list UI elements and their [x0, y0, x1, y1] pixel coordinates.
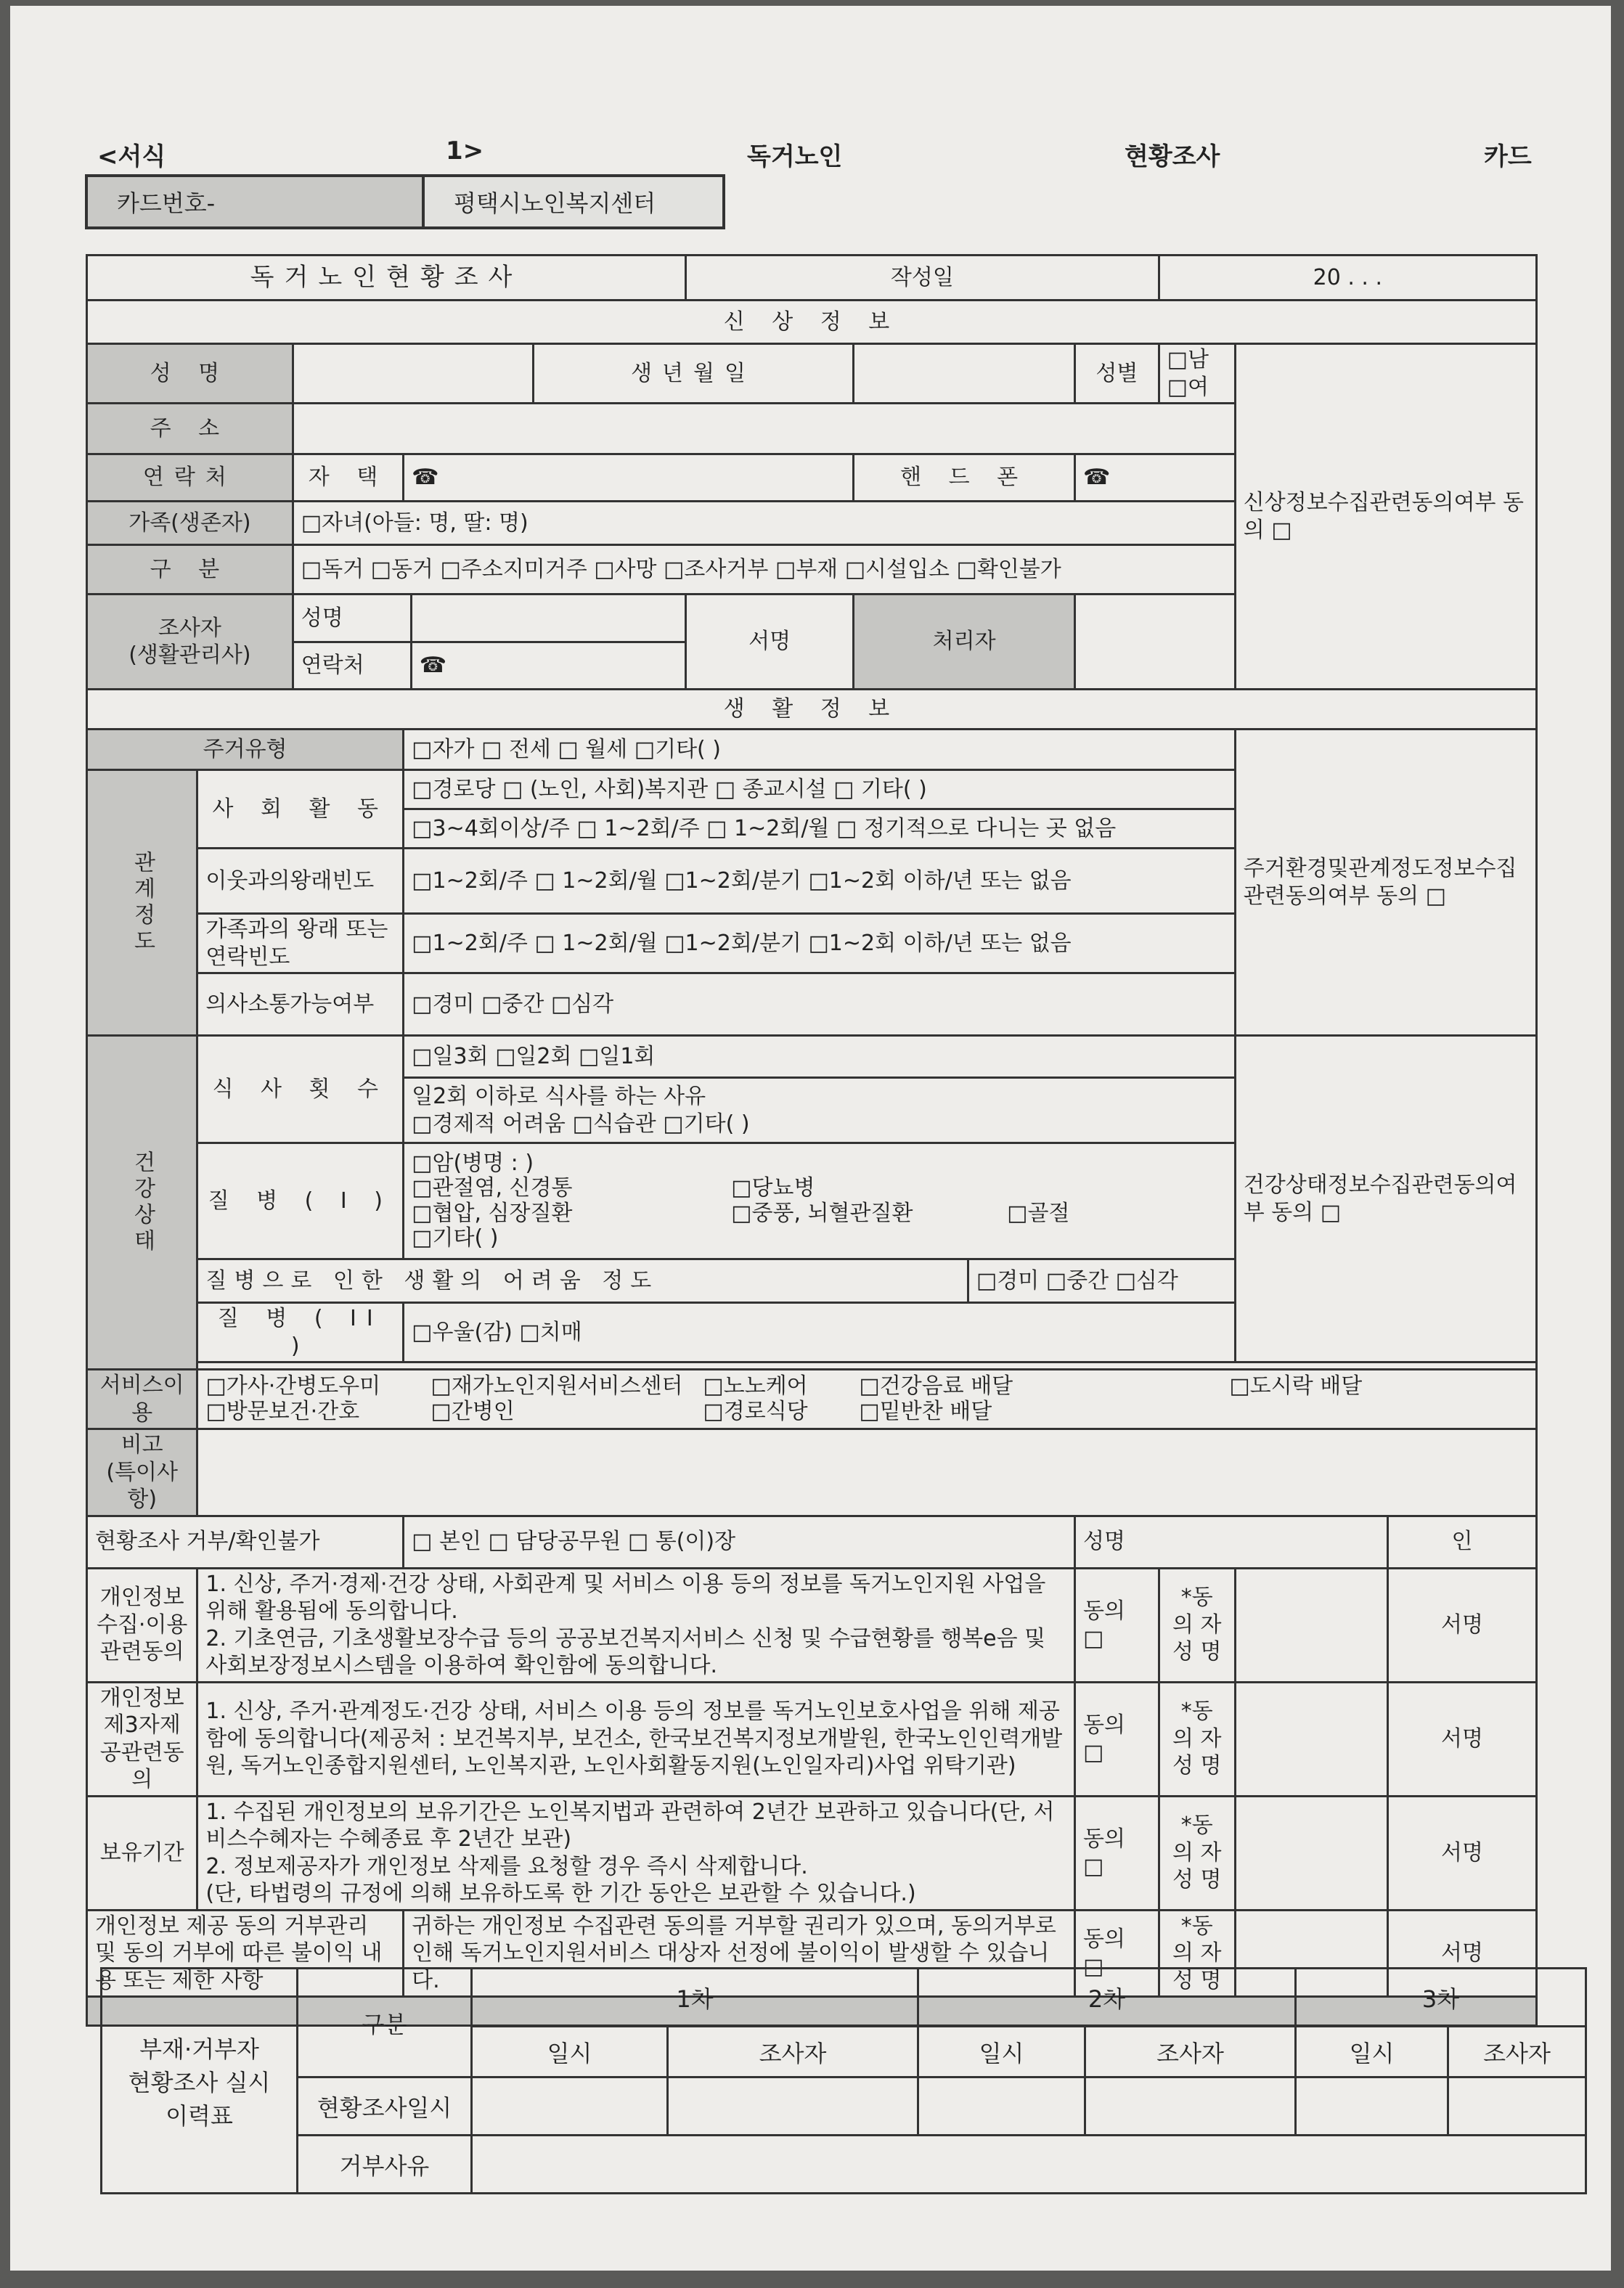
header-title-1: 독거노인 — [747, 142, 843, 171]
neighbor-label: 이웃과의왕래빈도 — [197, 849, 404, 914]
survey-date-label: 현황조사일시 — [298, 2077, 472, 2136]
surveyor-name-field[interactable] — [411, 595, 685, 642]
handler-label: 처리자 — [854, 595, 1075, 690]
consent2-sign[interactable]: 서명 — [1387, 1682, 1536, 1796]
personal-consent-side[interactable]: 신상정보수집관련동의여부 동의 □ — [1235, 344, 1536, 690]
handler-field[interactable] — [1075, 595, 1236, 690]
service-visit-health[interactable]: □방문보건·간호 — [205, 1398, 360, 1424]
retention-sign[interactable]: 서명 — [1387, 1796, 1536, 1910]
round1-surveyor-label: 조사자 — [668, 2027, 918, 2077]
consent1-text: 1. 신상, 주거·경제·건강 상태, 사회관계 및 서비스 이용 등의 정보를 독거노인지원 사업을 위해 활용됨에 동의합니다. 2. 기초연금, 기초생활보장수급 등의 공공보건복지서비스 신청 및 수급현황를 행복e음 및 사회보장정보시스템을 이용하여 확인함에 동의합니다. — [197, 1568, 1075, 1682]
form-number-suffix: 1> — [446, 136, 484, 166]
round3-date-label: 일시 — [1296, 2027, 1448, 2077]
form-title: 독거노인현황조사 — [87, 256, 686, 301]
disease-cancer[interactable]: □암(병명 : ) — [412, 1150, 534, 1176]
difficulty-checkboxes[interactable]: □경미 □중간 □심각 — [968, 1259, 1235, 1303]
survey-form-table — [86, 254, 1538, 2027]
card-number-box — [85, 174, 725, 229]
header-title-3: 카드 — [1484, 142, 1532, 171]
service-caregiver[interactable]: □간병인 — [431, 1398, 515, 1424]
contact-label: 연락처 — [87, 454, 293, 502]
meal-checkboxes[interactable]: □일3회 □일2회 □일1회 — [404, 1036, 1236, 1078]
refusal-seal[interactable]: 인 — [1387, 1516, 1536, 1568]
family-label: 가족(생존자) — [87, 502, 293, 545]
consent2-agree[interactable]: 동의 □ — [1075, 1682, 1159, 1796]
life-section-title: 생 활 정 보 — [87, 690, 1537, 730]
round2-surveyor-field[interactable] — [1085, 2077, 1296, 2136]
consent1-label: 개인정보수집·이용관련동의 — [87, 1568, 197, 1682]
consent2-agreer-field[interactable] — [1235, 1682, 1387, 1796]
consent1-sign[interactable]: 서명 — [1387, 1568, 1536, 1682]
round2-date-field[interactable] — [918, 2077, 1085, 2136]
consent1-agree[interactable]: 동의 □ — [1075, 1568, 1159, 1682]
center-name: 평택시노인복지센터 — [425, 174, 725, 229]
service-home-center[interactable]: □재가노인지원서비스센터 — [431, 1373, 683, 1399]
refuse-right-label: 개인정보 제공 동의 거부관리 및 동의 거부에 따른 불이익 내용 또는 제한 사항 — [87, 1910, 404, 1997]
retention-text: 1. 수집된 개인정보의 보유기간은 노인복지법과 관련하여 2년간 보관하고 있습니다(단, 서비스수혜자는 수혜종료 후 2년간 보관) 2. 정보제공자가 개인정보 삭제를 요청할 경우 즉시 삭제합니다. (단, 타법령의 규정에 의해 보유하도록 한 기간 동안은 보관할 수 있습니다.) — [197, 1796, 1075, 1910]
consent1-agreer-field[interactable] — [1235, 1568, 1387, 1682]
disease-diabetes[interactable]: □당뇨병 — [731, 1175, 815, 1201]
card-number-field[interactable]: 카드번호- — [85, 174, 425, 229]
category-label: 구 분 — [87, 545, 293, 595]
remark-label: 비고 (특이사항) — [87, 1429, 197, 1516]
history-round2: 2차 — [918, 1969, 1296, 2027]
round3-surveyor-field[interactable] — [1448, 2077, 1586, 2136]
family-field[interactable]: □자녀(아들: 명, 딸: 명) — [293, 502, 1235, 545]
header-title-2: 현황조사 — [1125, 142, 1220, 171]
service-checkboxes[interactable] — [197, 1370, 1537, 1429]
history-table — [100, 1967, 1587, 2194]
refusal-sign-name: 성명 — [1075, 1516, 1388, 1568]
service-label: 서비스이용 — [87, 1370, 197, 1429]
disease1-label: 질 병 ( I ) — [197, 1143, 404, 1259]
meal-reason-checkboxes[interactable]: □경제적 어려움 □식습관 □기타( ) — [412, 1111, 750, 1137]
home-phone-label: 자 택 — [293, 454, 403, 502]
surveyor-sign-label: 서명 — [686, 595, 854, 690]
social-places-checkboxes[interactable]: □경로당 □ (노인, 사회)복지관 □ 종교시설 □ 기타( ) — [404, 770, 1236, 809]
disease-stroke[interactable]: □중풍, 뇌혈관질환 — [731, 1200, 913, 1226]
housing-label: 주거유형 — [87, 730, 404, 770]
refuse-right-agreer-label: *동 의 자 성 명 — [1159, 1910, 1235, 1997]
home-phone-field[interactable] — [404, 454, 854, 502]
retention-agreer-label: *동 의 자 성 명 — [1159, 1796, 1235, 1910]
disease-heart[interactable]: □협압, 심장질환 — [412, 1200, 573, 1226]
consent2-text: 1. 신상, 주거·관계정도·건강 상태, 서비스 이용 등의 정보를 독거노인보호사업을 위해 제공함에 동의합니다(제공처 : 보건복지부, 보건소, 한국보건복지정보개발원, 한국노인인력개발원, 독거노인종합지원센터, 노인복지관, 노인사회활동지원(노인일자리)사업 위탁기관) — [197, 1682, 1075, 1796]
refusal-label: 현황조사 거부/확인불가 — [87, 1516, 404, 1568]
neighbor-checkboxes[interactable]: □1~2회/주 □ 1~2회/월 □1~2회/분기 □1~2회 이하/년 또는 없음 — [404, 849, 1236, 914]
health-label: 건강상태 — [87, 1036, 197, 1370]
address-label: 주 소 — [87, 404, 293, 454]
social-frequency-checkboxes[interactable]: □3~4회이상/주 □ 1~2회/주 □ 1~2회/월 □ 정기적으로 다니는 곳 없음 — [404, 809, 1236, 849]
mobile-field[interactable] — [1075, 454, 1236, 502]
refusal-checkboxes[interactable]: □ 본인 □ 담당공무원 □ 통(이)장 — [404, 1516, 1075, 1568]
history-round3: 3차 — [1296, 1969, 1586, 2027]
surveyor-contact-field[interactable] — [411, 642, 685, 688]
round1-surveyor-field[interactable] — [668, 2077, 918, 2136]
surveyor-contact-label: 연락처 — [294, 642, 412, 688]
retention-agreer-field[interactable] — [1235, 1796, 1387, 1910]
history-title: 부재·거부자 현황조사 실시 이력표 — [102, 1969, 298, 2194]
form-number: <서식 — [97, 142, 166, 171]
mobile-label: 핸 드 폰 — [854, 454, 1075, 502]
round3-date-field[interactable] — [1296, 2077, 1448, 2136]
difficulty-label: 질병으로 인한 생활의 어려움 정도 — [197, 1259, 968, 1303]
gender-label: 성별 — [1075, 344, 1159, 404]
refusal-reason-field[interactable] — [472, 2136, 1586, 2194]
social-label: 사 회 활 동 — [197, 770, 404, 849]
history-gubun: 구분 — [298, 1969, 472, 2077]
consent2-label: 개인정보제3자제공관련동의 — [87, 1682, 197, 1796]
refuse-right-agree[interactable]: 동의 □ — [1075, 1910, 1159, 1997]
housing-checkboxes[interactable]: □자가 □ 전세 □ 월세 □기타( ) — [404, 730, 1236, 770]
family-contact-label: 가족과의 왕래 또는연락빈도 — [197, 914, 404, 973]
name-field[interactable] — [293, 344, 533, 404]
round1-date-label: 일시 — [472, 2027, 668, 2077]
remark-field[interactable] — [197, 1429, 1537, 1516]
disease2-checkboxes[interactable]: □우울(감) □치매 — [404, 1303, 1236, 1362]
disease-fracture[interactable]: □골절 — [1007, 1200, 1070, 1226]
history-round1: 1차 — [472, 1969, 918, 2027]
birth-field[interactable] — [854, 344, 1075, 404]
category-checkboxes[interactable]: □독거 □동거 □주소지미거주 □사망 □조사거부 □부재 □시설입소 □확인불가 — [293, 545, 1235, 595]
written-date-label: 작성일 — [686, 256, 1159, 301]
retention-label: 보유기간 — [87, 1796, 197, 1910]
refusal-reason-label: 거부사유 — [298, 2136, 472, 2194]
disease-arthritis[interactable]: □관절염, 신경통 — [412, 1175, 573, 1201]
family-contact-checkboxes[interactable]: □1~2회/주 □ 1~2회/월 □1~2회/분기 □1~2회 이하/년 또는 없음 — [404, 914, 1236, 973]
relation-consent-side[interactable]: 주거환경및관계정도정보수집관련동의여부 동의 □ — [1235, 730, 1536, 1036]
phone-icon: ☎ — [412, 465, 439, 491]
address-field[interactable] — [293, 404, 1235, 454]
refuse-right-text: 귀하는 개인정보 수집관련 동의를 거부할 권리가 있으며, 동의거부로 인해 독거노인지원서비스 대상자 선정에 불이익이 발생할 수 있습니다. — [404, 1910, 1075, 1997]
service-nono-care[interactable]: □노노케어 — [703, 1373, 808, 1399]
communication-label: 의사소통가능여부 — [197, 973, 404, 1036]
retention-agree[interactable]: 동의 □ — [1075, 1796, 1159, 1910]
disease-other[interactable]: □기타( ) — [412, 1225, 499, 1251]
round2-date-label: 일시 — [918, 2027, 1085, 2077]
consent2-agreer-label: *동 의 자 성 명 — [1159, 1682, 1235, 1796]
gender-checkboxes[interactable]: □남 □여 — [1159, 344, 1235, 404]
meal-reason-cell — [404, 1078, 1236, 1143]
service-lunchbox[interactable]: □도시락 배달 — [1229, 1373, 1363, 1399]
phone-icon: ☎ — [419, 653, 447, 678]
personal-section-title: 신 상 정 보 — [87, 301, 1537, 344]
surveyor-box — [293, 595, 685, 690]
written-date-field[interactable]: 20 . . . — [1159, 256, 1536, 301]
service-health-drink[interactable]: □건강음료 배달 — [859, 1373, 1013, 1399]
surveyor-label: 조사자 (생활관리사) — [87, 595, 293, 690]
service-side-dish[interactable]: □밑반찬 배달 — [859, 1398, 992, 1424]
round1-date-field[interactable] — [472, 2077, 668, 2136]
consent1-agreer-label: *동 의 자 성 명 — [1159, 1568, 1235, 1682]
health-consent-side[interactable]: 건강상태정보수집관련동의여부 동의 □ — [1235, 1036, 1536, 1362]
service-senior-cafeteria[interactable]: □경로식당 — [703, 1398, 808, 1424]
round2-surveyor-label: 조사자 — [1085, 2027, 1296, 2077]
meal-label: 식 사 횟 수 — [197, 1036, 404, 1143]
surveyor-name-label: 성명 — [294, 595, 412, 642]
communication-checkboxes[interactable]: □경미 □중간 □심각 — [404, 973, 1236, 1036]
relation-label: 관계정도 — [87, 770, 197, 1036]
name-label: 성 명 — [87, 344, 293, 404]
refuse-right-sign[interactable]: 서명 — [1387, 1910, 1536, 1997]
round3-surveyor-label: 조사자 — [1448, 2027, 1586, 2077]
disease2-label: 질 병 ( II ) — [197, 1303, 404, 1362]
birth-label: 생년월일 — [533, 344, 853, 404]
meal-reason-label: 일2회 이하로 식사를 하는 사유 — [412, 1084, 706, 1109]
service-housekeeping[interactable]: □가사·간병도우미 — [205, 1373, 381, 1399]
disease1-checkboxes[interactable] — [404, 1143, 1236, 1259]
phone-icon: ☎ — [1083, 465, 1111, 491]
